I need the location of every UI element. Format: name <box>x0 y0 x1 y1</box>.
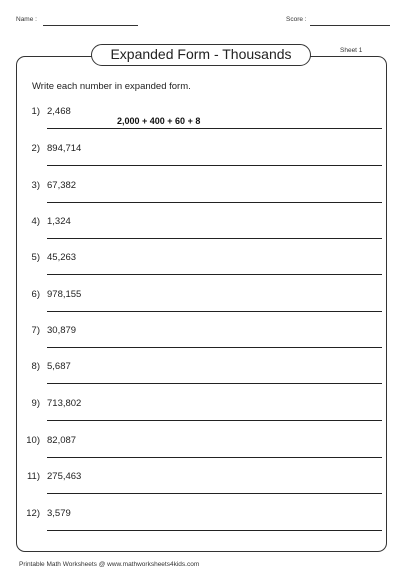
answer-line[interactable] <box>47 420 382 421</box>
problem-number: 3) <box>31 180 40 191</box>
problem-value: 3,579 <box>47 508 71 519</box>
problem-value: 713,802 <box>47 398 82 409</box>
problem-value: 82,087 <box>47 435 77 446</box>
problem-row <box>0 143 407 163</box>
problem-row <box>0 435 407 455</box>
worksheet-title: Expanded Form - Thousands <box>91 44 311 66</box>
score-field-line[interactable] <box>310 25 390 26</box>
problem-row <box>0 361 407 381</box>
name-field-line[interactable] <box>43 25 138 26</box>
problem-value: 67,382 <box>47 180 77 191</box>
problem-number: 1) <box>31 106 40 117</box>
problem-number: 9) <box>31 398 40 409</box>
answer-line[interactable] <box>47 383 382 384</box>
answer-line[interactable] <box>47 165 382 166</box>
problem-row <box>0 471 407 491</box>
score-label: Score : <box>286 16 307 23</box>
sheet-label: Sheet 1 <box>340 47 363 54</box>
problem-row <box>0 325 407 345</box>
problem-number: 11) <box>26 471 40 482</box>
answer-line[interactable] <box>47 457 382 458</box>
problem-row <box>0 289 407 309</box>
answer-line[interactable] <box>47 274 382 275</box>
problem-number: 2) <box>31 143 40 154</box>
answer-line[interactable] <box>47 128 382 129</box>
answer-line[interactable] <box>47 311 382 312</box>
problem-row <box>0 216 407 236</box>
problem-value: 978,155 <box>47 289 82 300</box>
problem-row <box>0 252 407 272</box>
problem-number: 10) <box>26 435 40 446</box>
problem-number: 5) <box>31 252 40 263</box>
answer-line[interactable] <box>47 347 382 348</box>
problem-number: 4) <box>31 216 40 227</box>
problem-number: 6) <box>31 289 40 300</box>
name-label: Name : <box>16 16 37 23</box>
answer-line[interactable] <box>47 530 382 531</box>
problem-row <box>0 508 407 528</box>
problem-row <box>0 180 407 200</box>
problem-number: 12) <box>26 508 40 519</box>
problem-value: 45,263 <box>47 252 77 263</box>
problem-row <box>0 398 407 418</box>
answer-text: 2,000 + 400 + 60 + 8 <box>117 116 201 126</box>
answer-line[interactable] <box>47 493 382 494</box>
problem-number: 7) <box>31 325 40 336</box>
problem-value: 2,468 <box>47 106 71 117</box>
footer-credit: Printable Math Worksheets @ www.mathworksheets4kids.com <box>19 561 200 568</box>
answer-line[interactable] <box>47 202 382 203</box>
problem-row <box>0 106 407 126</box>
answer-line[interactable] <box>47 238 382 239</box>
problem-value: 275,463 <box>47 471 82 482</box>
problem-value: 5,687 <box>47 361 71 372</box>
problem-value: 30,879 <box>47 325 77 336</box>
instruction-text: Write each number in expanded form. <box>32 81 191 92</box>
problem-number: 8) <box>31 361 40 372</box>
problem-value: 894,714 <box>47 143 82 154</box>
problem-value: 1,324 <box>47 216 71 227</box>
